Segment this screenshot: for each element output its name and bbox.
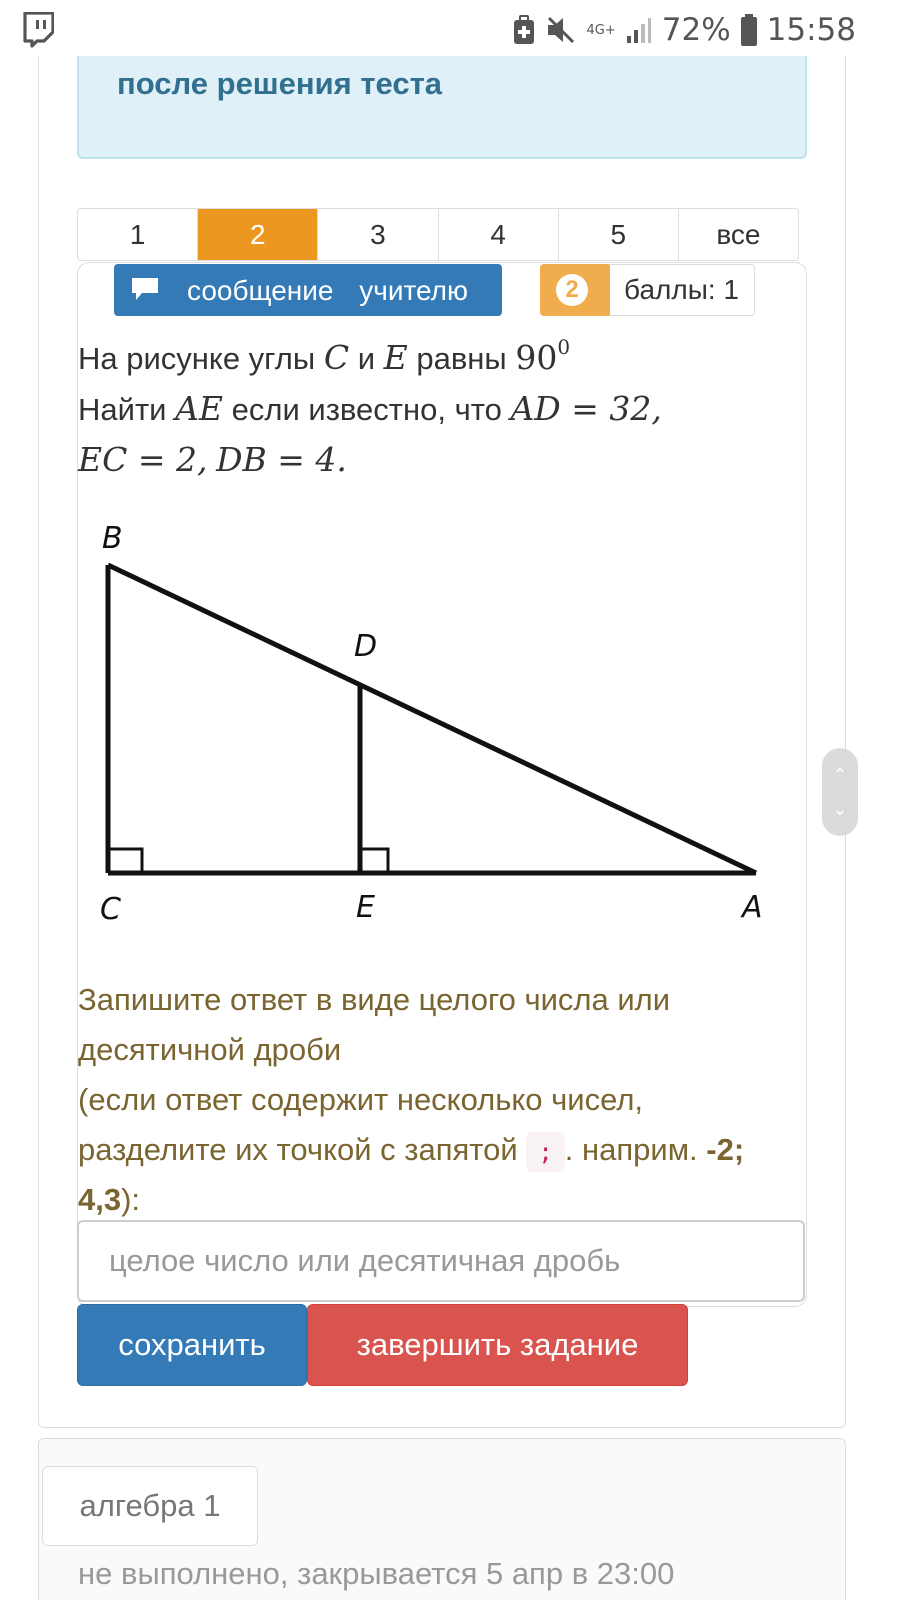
vertex-label-e: E bbox=[356, 890, 375, 925]
hint-line-2-text: (если ответ содержит несколько чисел, разделите их точкой с запятой bbox=[78, 1082, 644, 1167]
question-number: 2 bbox=[556, 274, 588, 306]
question-line-1-c: равны bbox=[416, 341, 507, 376]
math-angle-e: E bbox=[383, 338, 408, 377]
tab-question-1[interactable]: 1 bbox=[78, 209, 198, 260]
chat-bubble-icon bbox=[130, 276, 160, 302]
tab-all[interactable]: все bbox=[679, 209, 798, 260]
vertex-label-c: C bbox=[100, 892, 121, 927]
math-ad-equals: AD = 32, bbox=[510, 389, 662, 428]
vertex-label-b: B bbox=[102, 521, 123, 556]
question-line-1-a: На рисунке углы bbox=[78, 341, 316, 376]
vertex-label-a: A bbox=[742, 890, 763, 925]
tab-question-5[interactable]: 5 bbox=[559, 209, 679, 260]
question-line-2 bbox=[78, 384, 778, 435]
chevron-up-icon[interactable]: ⌃ bbox=[832, 765, 848, 785]
hint-line-3-text: . наприм. bbox=[564, 1132, 698, 1167]
math-degree-value: 90 bbox=[515, 338, 558, 377]
question-tabs bbox=[77, 208, 799, 261]
medical-bag-icon bbox=[513, 15, 535, 45]
question-number-badge bbox=[540, 264, 610, 316]
answer-input[interactable] bbox=[77, 1220, 805, 1302]
mute-icon bbox=[545, 15, 577, 45]
math-find-ae: AE bbox=[175, 389, 224, 428]
tab-question-4[interactable]: 4 bbox=[439, 209, 559, 260]
battery-percent: 72% bbox=[661, 12, 731, 48]
scroll-handle[interactable] bbox=[822, 748, 858, 836]
math-db-equals: DB = 4. bbox=[216, 440, 347, 479]
hint-example: -2; 4,3 bbox=[78, 1132, 745, 1217]
signal-icon bbox=[626, 16, 652, 44]
twitch-icon bbox=[22, 12, 54, 48]
message-teacher-label: сообщение учителю bbox=[187, 275, 468, 306]
status-bar bbox=[0, 0, 900, 60]
tab-question-2[interactable]: 2 bbox=[198, 209, 318, 260]
save-button[interactable]: сохранить bbox=[77, 1304, 307, 1386]
network-type: 4G+ bbox=[586, 22, 616, 38]
question-line-3 bbox=[78, 435, 778, 486]
clock: 15:58 bbox=[766, 12, 856, 48]
right-angle-e bbox=[360, 849, 388, 873]
finish-task-button[interactable]: завершить задание bbox=[307, 1304, 688, 1386]
math-degree-sup: 0 bbox=[557, 335, 571, 359]
hint-tail: ): bbox=[121, 1182, 141, 1217]
tab-question-3[interactable]: 3 bbox=[318, 209, 438, 260]
task-status-text: не выполнено, закрывается 5 апр в 23:00 bbox=[78, 1556, 675, 1591]
subject-chip[interactable]: алгебра 1 bbox=[42, 1466, 258, 1546]
triangle-figure bbox=[88, 515, 788, 935]
math-angle-c: C bbox=[323, 338, 350, 377]
hint-line-1: Запишите ответ в виде целого числа или десятичной дроби bbox=[78, 982, 671, 1067]
side-ba bbox=[108, 565, 756, 873]
info-text: после решения теста bbox=[117, 66, 443, 101]
hint-line-2 bbox=[78, 1075, 788, 1225]
chevron-down-icon[interactable]: ⌄ bbox=[832, 799, 848, 819]
question-line-1 bbox=[78, 322, 778, 384]
separator-code: ; bbox=[526, 1132, 564, 1172]
question-line-1-b: и bbox=[357, 341, 376, 376]
question-line-2-a: Найти bbox=[78, 392, 167, 427]
info-alert bbox=[77, 56, 807, 159]
question-line-2-b: если известно, что bbox=[231, 392, 502, 427]
right-angle-c bbox=[108, 849, 142, 873]
question-text bbox=[78, 322, 778, 486]
battery-icon bbox=[741, 14, 757, 46]
answer-hint bbox=[78, 975, 788, 1225]
math-ec-equals: EC = 2, bbox=[78, 440, 208, 479]
vertex-label-d: D bbox=[354, 629, 378, 664]
message-teacher-button[interactable] bbox=[114, 264, 502, 316]
points-label: баллы: 1 bbox=[609, 264, 755, 316]
